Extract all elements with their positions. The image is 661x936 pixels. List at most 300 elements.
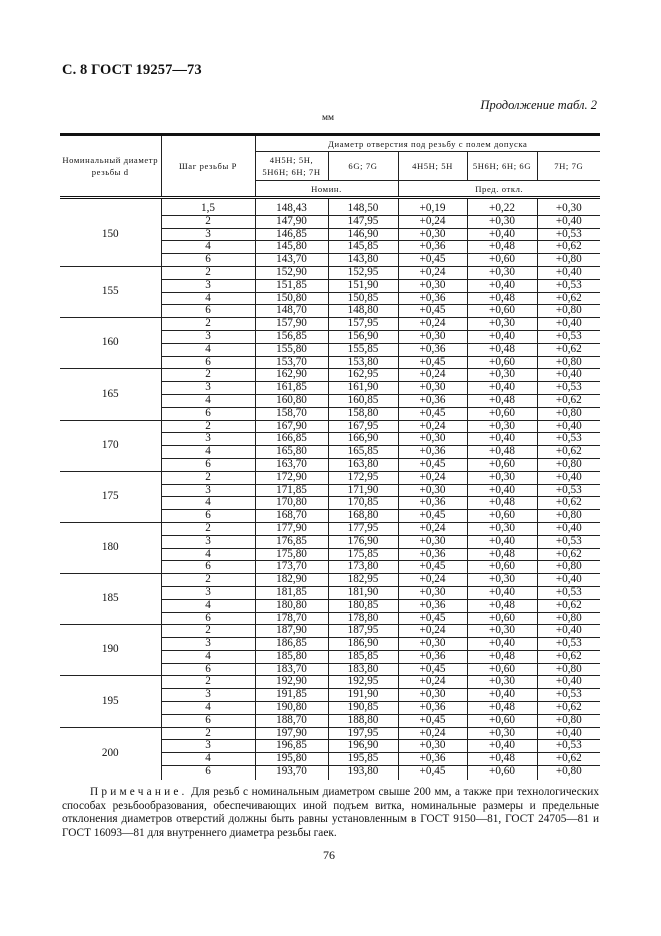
nominal-6g7g-cell: 163,80 (328, 458, 398, 471)
nominal-6g7g-cell: 151,90 (328, 279, 398, 292)
pitch-cell: 4 (161, 394, 255, 407)
nominal-6g7g-cell: 150,85 (328, 292, 398, 305)
pitch-cell: 3 (161, 382, 255, 395)
deviation-4h5h-cell: +0,45 (398, 254, 467, 267)
pitch-cell: 6 (161, 561, 255, 574)
deviation-7h7g-cell: +0,40 (537, 625, 600, 638)
deviation-4h5h-cell: +0,45 (398, 458, 467, 471)
nominal-4h5h-cell: 160,80 (255, 394, 328, 407)
nominal-4h5h-cell: 167,90 (255, 420, 328, 433)
deviation-4h5h-cell: +0,36 (398, 343, 467, 356)
deviation-7h7g-cell: +0,53 (537, 330, 600, 343)
nominal-4h5h-cell: 151,85 (255, 279, 328, 292)
pitch-cell: 3 (161, 433, 255, 446)
nominal-6g7g-cell: 173,80 (328, 561, 398, 574)
pitch-cell: 6 (161, 458, 255, 471)
deviation-4h5h-cell: +0,36 (398, 241, 467, 254)
deviation-5h6h-cell: +0,30 (467, 676, 537, 689)
nominal-6g7g-cell: 182,95 (328, 574, 398, 587)
deviation-5h6h-cell: +0,60 (467, 612, 537, 625)
table-row (60, 574, 600, 587)
col-5h6h-deviation: 5H6H; 6H; 6G (467, 152, 537, 181)
nominal-4h5h-cell: 173,70 (255, 561, 328, 574)
nominal-4h5h-cell: 153,70 (255, 356, 328, 369)
deviation-7h7g-cell: +0,80 (537, 356, 600, 369)
nominal-4h5h-cell: 197,90 (255, 727, 328, 740)
deviation-4h5h-cell: +0,30 (398, 484, 467, 497)
nominal-4h5h-cell: 187,90 (255, 625, 328, 638)
pitch-cell: 2 (161, 420, 255, 433)
table-row (60, 369, 600, 382)
nominal-4h5h-cell: 166,85 (255, 433, 328, 446)
deviation-7h7g-cell: +0,80 (537, 458, 600, 471)
nominal-6g7g-cell: 191,90 (328, 689, 398, 702)
nominal-subheader: Номин. (255, 181, 398, 198)
deviation-7h7g-cell: +0,62 (537, 650, 600, 663)
deviation-5h6h-cell: +0,30 (467, 625, 537, 638)
table-body (60, 198, 600, 781)
deviation-5h6h-cell: +0,40 (467, 586, 537, 599)
deviation-5h6h-cell: +0,30 (467, 215, 537, 228)
deviation-7h7g-cell: +0,53 (537, 586, 600, 599)
deviation-4h5h-cell: +0,24 (398, 420, 467, 433)
pitch-cell: 6 (161, 663, 255, 676)
page-header: С. 8 ГОСТ 19257—73 (62, 62, 202, 78)
deviation-7h7g-cell: +0,80 (537, 714, 600, 727)
deviation-5h6h-cell: +0,48 (467, 292, 537, 305)
deviation-5h6h-cell: +0,40 (467, 689, 537, 702)
nominal-4h5h-cell: 143,70 (255, 254, 328, 267)
deviation-7h7g-cell: +0,40 (537, 727, 600, 740)
nominal-6g7g-cell: 148,80 (328, 305, 398, 318)
nominal-6g7g-cell: 188,80 (328, 714, 398, 727)
pitch-cell: 6 (161, 407, 255, 420)
table-row (60, 727, 600, 740)
deviation-4h5h-cell: +0,24 (398, 574, 467, 587)
deviation-5h6h-cell: +0,40 (467, 433, 537, 446)
pitch-cell: 4 (161, 548, 255, 561)
deviation-7h7g-cell: +0,80 (555, 765, 582, 778)
nominal-6g7g-cell: 181,90 (328, 586, 398, 599)
deviation-5h6h-cell: +0,48 (467, 548, 537, 561)
deviation-7h7g-cell: +0,40 (537, 522, 600, 535)
deviation-7h7g-cell: +0,62 (537, 497, 600, 510)
deviation-4h5h-cell: +0,36 (398, 497, 467, 510)
col-7h7g-deviation: 7H; 7G (537, 152, 600, 181)
deviation-4h5h-cell: +0,36 (398, 650, 467, 663)
deviation-7h7g-cell: +0,80 (537, 612, 600, 625)
deviation-4h5h-cell: +0,24 (398, 471, 467, 484)
pitch-cell: 4 (161, 241, 255, 254)
pitch-cell: 3 (161, 330, 255, 343)
nominal-6g7g-cell: 183,80 (328, 663, 398, 676)
deviation-7h7g-cell: +0,40 (537, 676, 600, 689)
deviation-5h6h-cell: +0,30 (467, 369, 537, 382)
nominal-6g7g-cell: 155,85 (328, 343, 398, 356)
pitch-cell: 3 (161, 484, 255, 497)
deviation-4h5h-cell: +0,45 (398, 510, 467, 523)
pitch-cell: 2 (161, 215, 255, 228)
deviation-5h6h-cell: +0,40 (467, 330, 537, 343)
pitch-cell: 4 (161, 702, 255, 715)
deviation-4h5h-cell: +0,24 (398, 266, 467, 279)
table-row (60, 198, 600, 216)
nominal-diameter-cell: 185 (60, 574, 161, 625)
pitch-cell: 4 (161, 446, 255, 459)
pitch-cell: 6 (161, 254, 255, 267)
deviation-5h6h-cell: +0,48 (467, 497, 537, 510)
deviation-4h5h-cell: +0,45 (398, 612, 467, 625)
deviation-7h7g-cell: +0,53 (537, 689, 600, 702)
deviation-4h5h-cell: +0,45 (398, 766, 467, 781)
deviation-4h5h-cell: +0,30 (398, 382, 467, 395)
pitch-cell: 6 (161, 305, 255, 318)
nominal-6g7g-cell: 195,85 (328, 753, 398, 766)
nominal-6g7g-cell: 165,85 (328, 446, 398, 459)
deviation-5h6h-cell: +0,30 (467, 574, 537, 587)
nominal-diameter-cell: 155 (60, 266, 161, 317)
pitch-cell: 3 (161, 689, 255, 702)
pitch-cell: 4 (161, 343, 255, 356)
deviation-7h7g-cell: +0,53 (537, 228, 600, 241)
nominal-diameter-cell: 150 (60, 198, 161, 267)
nominal-4h5h-cell: 170,80 (255, 497, 328, 510)
pitch-cell: 4 (161, 753, 255, 766)
nominal-4h5h-cell: 183,70 (255, 663, 328, 676)
deviation-5h6h-cell: +0,48 (467, 599, 537, 612)
pitch-cell: 3 (161, 228, 255, 241)
deviation-5h6h-cell: +0,60 (467, 766, 537, 781)
deviation-4h5h-cell: +0,45 (398, 356, 467, 369)
deviation-5h6h-cell: +0,30 (467, 727, 537, 740)
nominal-4h5h-cell: 148,70 (255, 305, 328, 318)
table-row (60, 318, 600, 331)
pitch-cell: 4 (161, 599, 255, 612)
pitch-cell: 4 (161, 292, 255, 305)
deviation-4h5h-cell: +0,30 (398, 228, 467, 241)
pitch-cell: 4 (161, 497, 255, 510)
nominal-diameter-cell: 160 (60, 318, 161, 369)
pitch-cell: 3 (161, 279, 255, 292)
deviation-7h7g-cell: +0,80 (537, 510, 600, 523)
deviation-5h6h-cell: +0,40 (467, 638, 537, 651)
col-6g7g-nominal: 6G; 7G (328, 152, 398, 181)
deviation-7h7g-cell: +0,62 (537, 292, 600, 305)
nominal-diameter-cell: 175 (60, 471, 161, 522)
nominal-6g7g-cell: 180,85 (328, 599, 398, 612)
table-row (60, 420, 600, 433)
pitch-cell: 2 (161, 369, 255, 382)
nominal-4h5h-cell: 193,70 (255, 766, 328, 781)
deviation-5h6h-cell: +0,48 (467, 241, 537, 254)
nominal-4h5h-cell: 156,85 (255, 330, 328, 343)
nominal-4h5h-cell: 152,90 (255, 266, 328, 279)
nominal-4h5h-cell: 157,90 (255, 318, 328, 331)
deviation-7h7g-cell: +0,62 (537, 702, 600, 715)
nominal-6g7g-cell: 193,80 (328, 766, 398, 781)
nominal-4h5h-cell: 188,70 (255, 714, 328, 727)
deviation-5h6h-cell: +0,40 (467, 740, 537, 753)
col-4h5h-nominal: 4H5H; 5H, 5H6H; 6H; 7H (255, 152, 328, 181)
deviation-4h5h-cell: +0,36 (398, 702, 467, 715)
deviation-4h5h-cell: +0,45 (398, 407, 467, 420)
deviation-5h6h-cell: +0,48 (467, 702, 537, 715)
nominal-4h5h-cell: 162,90 (255, 369, 328, 382)
nominal-4h5h-cell: 185,80 (255, 650, 328, 663)
nominal-6g7g-cell: 161,90 (328, 382, 398, 395)
deviation-5h6h-cell: +0,48 (467, 343, 537, 356)
table-header (60, 135, 600, 198)
nominal-diameter-cell: 170 (60, 420, 161, 471)
table-row (60, 676, 600, 689)
deviation-4h5h-cell: +0,36 (398, 548, 467, 561)
nominal-4h5h-cell: 191,85 (255, 689, 328, 702)
deviation-4h5h-cell: +0,45 (398, 663, 467, 676)
table-row (60, 522, 600, 535)
deviation-5h6h-cell: +0,30 (467, 420, 537, 433)
nominal-4h5h-cell: 177,90 (255, 522, 328, 535)
pitch-cell: 2 (161, 625, 255, 638)
deviation-4h5h-cell: +0,24 (398, 522, 467, 535)
table-row (60, 266, 600, 279)
col-nominal-diameter: Номинальный диаметр резьбы d (60, 135, 161, 198)
deviation-4h5h-cell: +0,24 (398, 318, 467, 331)
pitch-cell: 6 (161, 766, 255, 781)
deviation-5h6h-cell: +0,48 (467, 753, 537, 766)
nominal-4h5h-cell: 158,70 (255, 407, 328, 420)
deviation-4h5h-cell: +0,24 (398, 215, 467, 228)
table-continuation-label: Продолжение табл. 2 (480, 98, 597, 112)
deviation-7h7g-cell: +0,80 (537, 407, 600, 420)
nominal-4h5h-cell: 181,85 (255, 586, 328, 599)
deviation-7h7g-cell: +0,53 (537, 279, 600, 292)
nominal-6g7g-cell: 197,95 (328, 727, 398, 740)
nominal-6g7g-cell: 187,95 (328, 625, 398, 638)
deviation-4h5h-cell: +0,24 (398, 369, 467, 382)
deviation-7h7g-cell: +0,80 (537, 305, 600, 318)
col-pitch: Шаг резьбы P (161, 135, 255, 198)
deviation-7h7g-cell: +0,80 (537, 561, 600, 574)
deviation-4h5h-cell: +0,30 (398, 689, 467, 702)
deviation-7h7g-cell: +0,40 (537, 369, 600, 382)
deviation-4h5h-cell: +0,36 (398, 599, 467, 612)
deviation-7h7g-cell: +0,62 (537, 548, 600, 561)
nominal-4h5h-cell: 165,80 (255, 446, 328, 459)
nominal-4h5h-cell: 161,85 (255, 382, 328, 395)
deviation-5h6h-cell: +0,30 (467, 266, 537, 279)
deviation-5h6h-cell: +0,40 (467, 535, 537, 548)
deviation-5h6h-cell: +0,30 (467, 318, 537, 331)
deviation-5h6h-cell: +0,22 (467, 198, 537, 216)
deviation-7h7g-cell: +0,53 (537, 740, 600, 753)
nominal-diameter-cell: 165 (60, 369, 161, 420)
nominal-6g7g-cell: 145,85 (328, 241, 398, 254)
page-number: 76 (323, 848, 335, 862)
nominal-4h5h-cell: 180,80 (255, 599, 328, 612)
deviation-4h5h-cell: +0,24 (398, 727, 467, 740)
deviation-4h5h-cell: +0,30 (398, 586, 467, 599)
deviation-7h7g-cell: +0,53 (537, 382, 600, 395)
deviation-4h5h-cell: +0,36 (398, 753, 467, 766)
pitch-cell: 2 (161, 676, 255, 689)
deviation-4h5h-cell: +0,30 (398, 740, 467, 753)
deviation-7h7g-cell: +0,40 (537, 471, 600, 484)
nominal-6g7g-cell: 185,85 (328, 650, 398, 663)
nominal-6g7g-cell: 167,95 (328, 420, 398, 433)
nominal-4h5h-cell: 168,70 (255, 510, 328, 523)
deviation-7h7g-cell: +0,53 (537, 535, 600, 548)
deviation-7h7g-cell: +0,40 (537, 574, 600, 587)
thread-hole-diameter-table (60, 133, 600, 780)
pitch-cell: 2 (161, 574, 255, 587)
deviation-5h6h-cell: +0,60 (467, 561, 537, 574)
deviation-7h7g-cell: +0,62 (537, 599, 600, 612)
deviation-4h5h-cell: +0,19 (398, 198, 467, 216)
pitch-cell: 2 (161, 318, 255, 331)
nominal-4h5h-cell: 186,85 (255, 638, 328, 651)
nominal-4h5h-cell: 147,90 (255, 215, 328, 228)
nominal-4h5h-cell: 150,80 (255, 292, 328, 305)
deviation-4h5h-cell: +0,36 (398, 394, 467, 407)
pitch-cell: 6 (161, 714, 255, 727)
deviation-7h7g-cell: +0,40 (537, 266, 600, 279)
deviation-4h5h-cell: +0,24 (398, 625, 467, 638)
deviation-4h5h-cell: +0,45 (398, 561, 467, 574)
pitch-cell: 3 (161, 586, 255, 599)
nominal-4h5h-cell: 178,70 (255, 612, 328, 625)
deviation-5h6h-cell: +0,40 (467, 279, 537, 292)
nominal-4h5h-cell: 172,90 (255, 471, 328, 484)
deviation-4h5h-cell: +0,30 (398, 535, 467, 548)
nominal-6g7g-cell: 158,80 (328, 407, 398, 420)
deviation-4h5h-cell: +0,30 (398, 638, 467, 651)
deviation-5h6h-cell: +0,30 (467, 522, 537, 535)
pitch-cell: 4 (161, 650, 255, 663)
deviation-7h7g-cell: +0,30 (537, 198, 600, 216)
deviation-7h7g-cell: +0,53 (537, 638, 600, 651)
note-label: Примечание. (90, 786, 188, 798)
deviation-5h6h-cell: +0,60 (467, 663, 537, 676)
note-text: Для резьб с номинальным диаметром свыше 200 мм, а также при технологических способах резьбообразования, обеспечивающих иной подъем витка, номинальные размеры и предельные отклонения диаметров отверстий должны быть равны установленным в ГОСТ 9150—81, ГОСТ 24705—81 и ГОСТ 16093—81 для внутреннего диаметра резьбы гаек. (62, 786, 599, 839)
nominal-6g7g-cell: 170,85 (328, 497, 398, 510)
nominal-6g7g-cell: 196,90 (328, 740, 398, 753)
nominal-6g7g-cell: 162,95 (328, 369, 398, 382)
deviation-7h7g-cell: +0,40 (537, 318, 600, 331)
pitch-cell: 6 (161, 612, 255, 625)
nominal-6g7g-cell: 166,90 (328, 433, 398, 446)
deviation-5h6h-cell: +0,60 (467, 254, 537, 267)
pitch-cell: 3 (161, 638, 255, 651)
pitch-cell: 1,5 (161, 198, 255, 216)
deviation-7h7g-cell: +0,40 (537, 420, 600, 433)
nominal-4h5h-cell: 163,70 (255, 458, 328, 471)
nominal-4h5h-cell: 145,80 (255, 241, 328, 254)
deviation-4h5h-cell: +0,30 (398, 279, 467, 292)
nominal-diameter-cell: 200 (60, 727, 161, 780)
deviation-5h6h-cell: +0,48 (467, 394, 537, 407)
deviation-7h7g-cell: +0,62 (537, 753, 600, 766)
deviation-5h6h-cell: +0,40 (467, 484, 537, 497)
pitch-cell: 6 (161, 510, 255, 523)
deviation-5h6h-cell: +0,60 (467, 510, 537, 523)
nominal-6g7g-cell: 147,95 (328, 215, 398, 228)
deviation-5h6h-cell: +0,40 (467, 382, 537, 395)
nominal-diameter-cell: 195 (60, 676, 161, 727)
deviation-5h6h-cell: +0,30 (467, 471, 537, 484)
deviation-5h6h-cell: +0,60 (467, 458, 537, 471)
nominal-6g7g-cell: 148,50 (328, 198, 398, 216)
nominal-6g7g-cell: 171,90 (328, 484, 398, 497)
deviation-5h6h-cell: +0,60 (467, 407, 537, 420)
nominal-6g7g-cell: 186,90 (328, 638, 398, 651)
deviation-7h7g-cell: +0,62 (537, 343, 600, 356)
nominal-4h5h-cell: 148,43 (255, 198, 328, 216)
nominal-6g7g-cell: 153,80 (328, 356, 398, 369)
deviation-4h5h-cell: +0,30 (398, 433, 467, 446)
pitch-cell: 2 (161, 471, 255, 484)
nominal-4h5h-cell: 195,80 (255, 753, 328, 766)
nominal-6g7g-cell: 172,95 (328, 471, 398, 484)
nominal-4h5h-cell: 171,85 (255, 484, 328, 497)
pitch-cell: 3 (161, 535, 255, 548)
deviation-7h7g-cell: +0,40 (537, 215, 600, 228)
deviation-7h7g-cell: +0,62 (537, 241, 600, 254)
units-label: мм (322, 113, 335, 123)
nominal-6g7g-cell: 178,80 (328, 612, 398, 625)
deviation-5h6h-cell: +0,60 (467, 305, 537, 318)
pitch-cell: 2 (161, 522, 255, 535)
nominal-diameter-cell: 180 (60, 522, 161, 573)
nominal-6g7g-cell: 192,95 (328, 676, 398, 689)
deviation-subheader: Пред. откл. (398, 181, 600, 198)
deviation-7h7g-cell: +0,80 (537, 254, 600, 267)
deviation-4h5h-cell: +0,36 (398, 292, 467, 305)
nominal-6g7g-cell: 143,80 (328, 254, 398, 267)
deviation-7h7g-cell: +0,62 (537, 446, 600, 459)
deviation-7h7g-cell: +0,62 (537, 394, 600, 407)
nominal-4h5h-cell: 155,80 (255, 343, 328, 356)
nominal-diameter-cell: 190 (60, 625, 161, 676)
deviation-5h6h-cell: +0,40 (467, 228, 537, 241)
table-row (60, 625, 600, 638)
deviation-4h5h-cell: +0,45 (398, 714, 467, 727)
nominal-4h5h-cell: 146,85 (255, 228, 328, 241)
deviation-7h7g-cell: +0,53 (537, 433, 600, 446)
table-note (62, 786, 599, 840)
col-group-hole-diameter: Диаметр отверстия под резьбу с полем допуска (255, 135, 600, 152)
deviation-7h7g-cell: +0,53 (537, 484, 600, 497)
deviation-5h6h-cell: +0,48 (467, 446, 537, 459)
nominal-4h5h-cell: 176,85 (255, 535, 328, 548)
nominal-6g7g-cell: 190,85 (328, 702, 398, 715)
nominal-6g7g-cell: 157,95 (328, 318, 398, 331)
deviation-5h6h-cell: +0,48 (467, 650, 537, 663)
deviation-4h5h-cell: +0,30 (398, 330, 467, 343)
deviation-4h5h-cell: +0,36 (398, 446, 467, 459)
nominal-6g7g-cell: 176,90 (328, 535, 398, 548)
pitch-cell: 3 (161, 740, 255, 753)
nominal-6g7g-cell: 168,80 (328, 510, 398, 523)
nominal-6g7g-cell: 175,85 (328, 548, 398, 561)
nominal-6g7g-cell: 146,90 (328, 228, 398, 241)
nominal-6g7g-cell: 177,95 (328, 522, 398, 535)
deviation-4h5h-cell: +0,45 (398, 305, 467, 318)
deviation-5h6h-cell: +0,60 (467, 714, 537, 727)
nominal-6g7g-cell: 156,90 (328, 330, 398, 343)
pitch-cell: 2 (161, 266, 255, 279)
pitch-cell: 2 (161, 727, 255, 740)
col-4h5h-deviation: 4H5H; 5H (398, 152, 467, 181)
